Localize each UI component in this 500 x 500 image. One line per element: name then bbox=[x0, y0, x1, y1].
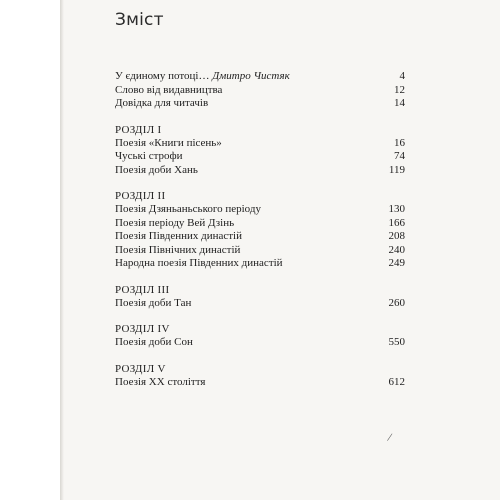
toc-entry-label: Поезія Дзяньаньського періоду bbox=[115, 203, 261, 215]
toc-entry-label: Довідка для читачів bbox=[115, 97, 209, 109]
page-gutter bbox=[60, 0, 64, 500]
section-heading-5: РОЗДІЛ V bbox=[115, 362, 166, 375]
section-heading-4: РОЗДІЛ IV bbox=[115, 323, 170, 335]
toc-entry bbox=[115, 203, 405, 217]
section-heading-2: РОЗДІЛ II bbox=[115, 190, 166, 202]
toc-entry-label: Чуські строфи bbox=[115, 150, 183, 162]
toc-page-number: 74 bbox=[394, 150, 405, 162]
toc-page-number: 4 bbox=[399, 70, 405, 82]
page-title: Зміст bbox=[115, 10, 164, 30]
toc-entry-label: Поезія доби Хань bbox=[115, 163, 198, 176]
toc-entry-label: Народна поезія Південних династій bbox=[115, 257, 283, 269]
toc-page-number: 550 bbox=[388, 336, 405, 348]
section-heading-1: РОЗДІЛ I bbox=[115, 123, 162, 136]
toc-entry-label: Поезія періоду Вей Дзінь bbox=[115, 216, 235, 229]
toc-entry-label: У єдиному потоці… Дмитро Чистяк bbox=[115, 70, 290, 82]
toc-page-number: 240 bbox=[388, 243, 405, 256]
toc-entry bbox=[115, 297, 405, 311]
toc-entry-publisher-note bbox=[115, 84, 405, 98]
toc-entry-label: Поезія доби Сон bbox=[115, 336, 193, 348]
toc-page-number: 166 bbox=[388, 216, 405, 229]
toc-entry bbox=[115, 257, 405, 271]
toc-page-number: 16 bbox=[394, 136, 405, 149]
toc-entry bbox=[115, 150, 405, 164]
section-heading-3: РОЗДІЛ III bbox=[115, 283, 170, 296]
toc-page-number: 130 bbox=[388, 203, 405, 215]
toc-page-number: 260 bbox=[388, 296, 405, 309]
toc-entry bbox=[115, 336, 405, 350]
table-of-contents bbox=[115, 70, 405, 389]
toc-entry-label: Поезія XX століття bbox=[115, 375, 206, 388]
toc-entry-label: Поезія Південних династій bbox=[115, 230, 242, 242]
pencil-mark: / bbox=[386, 429, 394, 445]
toc-entry-label: Поезія «Книги пісень» bbox=[115, 136, 222, 149]
toc-page-number: 208 bbox=[388, 230, 405, 242]
toc-entry-label: Поезія доби Тан bbox=[115, 296, 192, 309]
toc-page-number: 12 bbox=[394, 83, 405, 96]
toc-entry bbox=[115, 376, 405, 390]
toc-entry-reader-guide bbox=[115, 97, 405, 111]
toc-page-number: 612 bbox=[388, 375, 405, 388]
toc-page-number: 119 bbox=[388, 163, 405, 176]
toc-entry bbox=[115, 164, 405, 178]
toc-entry-foreword bbox=[115, 70, 405, 84]
toc-entry bbox=[115, 244, 405, 258]
toc-page-number: 14 bbox=[394, 97, 405, 109]
toc-entry-author: Дмитро Чистяк bbox=[212, 70, 290, 82]
toc-entry-label: Слово від видавництва bbox=[115, 83, 223, 96]
toc-page-number: 249 bbox=[388, 257, 405, 269]
book-page bbox=[60, 0, 500, 500]
toc-entry bbox=[115, 137, 405, 151]
toc-entry-label: Поезія Північних династій bbox=[115, 243, 241, 256]
toc-entry bbox=[115, 230, 405, 244]
toc-entry bbox=[115, 217, 405, 231]
